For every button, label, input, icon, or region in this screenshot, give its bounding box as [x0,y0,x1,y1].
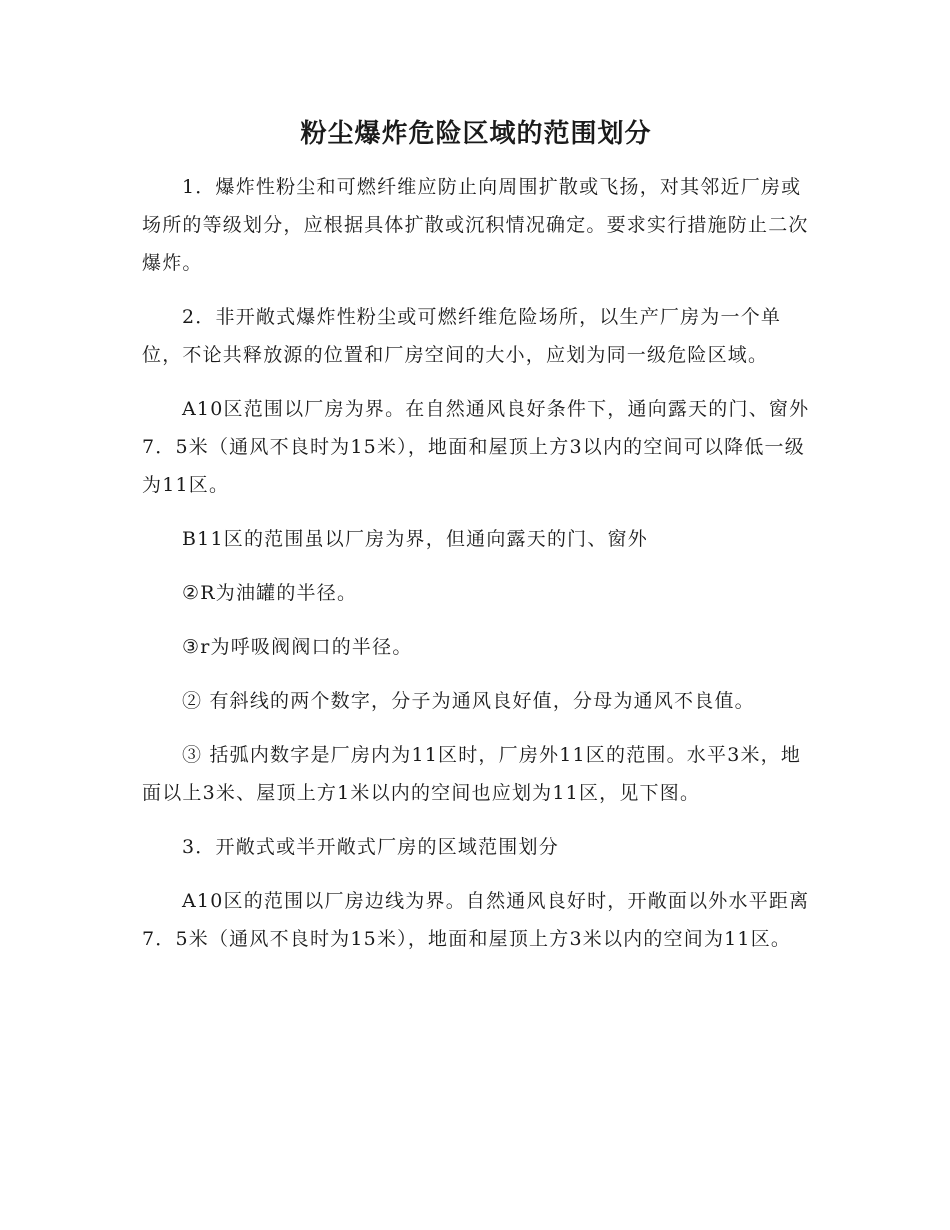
paragraph-6: ③r为呼吸阀阀口的半径。 [182,636,413,658]
document-title: 粉尘爆炸危险区域的范围划分 [300,119,652,149]
paragraph-7: ② 有斜线的两个数字，分子为通风良好值，分母为通风不良值。 [182,690,755,712]
paragraph-1: 1．爆炸性粉尘和可燃纤维应防止向周围扩散或飞扬，对其邻近厂房或场所的等级划分，应根据具体扩散或沉积情况确定。要求实行措施防止二次爆炸。 [142,176,809,274]
paragraph-5: ②R为油罐的半径。 [182,582,358,604]
paragraph-9: 3．开敞式或半开敞式厂房的区域范围划分 [182,836,559,858]
paragraph-10: A10区的范围以厂房边线为界。自然通风良好时，开敞面以外水平距离7．5米（通风不良时为15米），地面和屋顶上方3米以内的空间为11区。 [142,890,810,950]
paragraph-3: A10区范围以厂房为界。在自然通风良好条件下，通向露天的门、窗外7．5米（通风不良时为15米），地面和屋顶上方3以内的空间可以降低一级为11区。 [142,398,810,496]
paragraph-2: 2．非开敞式爆炸性粉尘或可燃纤维危险场所，以生产厂房为一个单位，不论共释放源的位置和厂房空间的大小，应划为同一级危险区域。 [142,306,782,366]
paragraph-8: ③ 括弧内数字是厂房内为11区时，厂房外11区的范围。水平3米，地面以上3米、屋顶上方1米以内的空间也应划为11区，见下图。 [142,744,802,804]
paragraph-4: B11区的范围虽以厂房为界，但通向露天的门、窗外 [182,528,648,550]
